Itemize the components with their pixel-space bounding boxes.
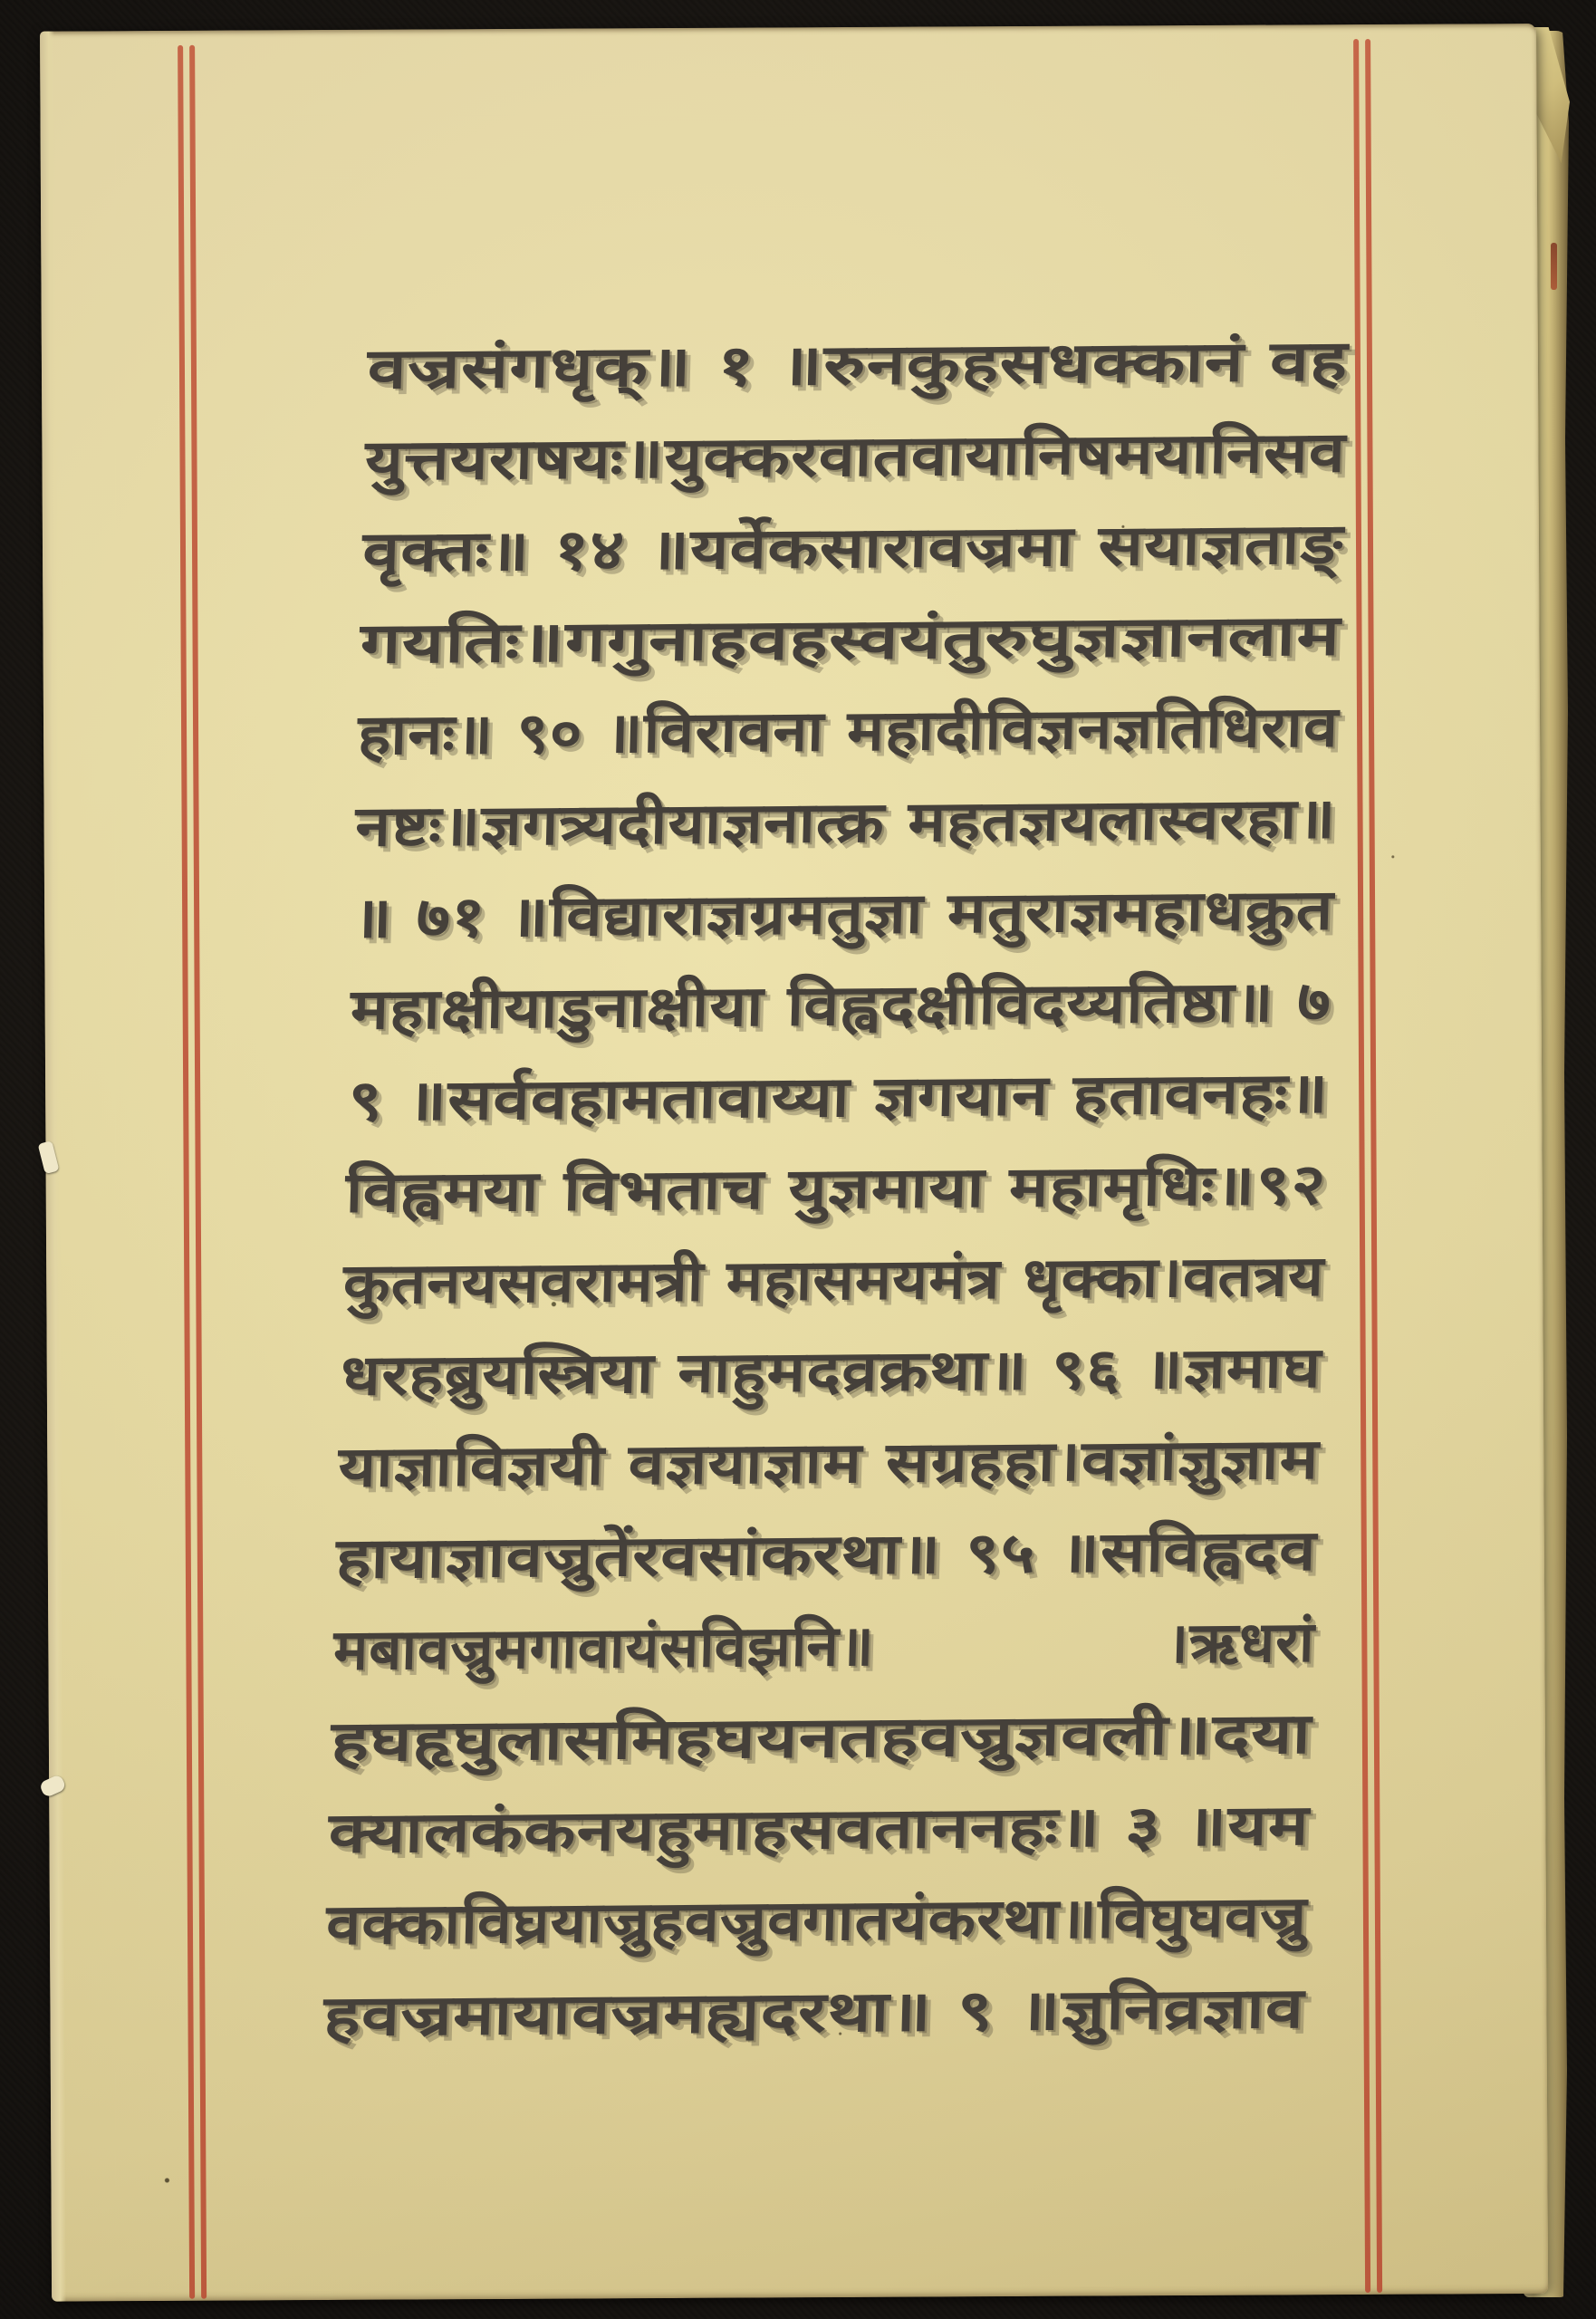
text-block [322,314,1352,2062]
text-line-1: वज्रसंगधृक्॥ १ ॥रुनकुहसधक्कानं वह [366,327,1350,402]
book-page [40,24,1548,2302]
text-line-3: वृक्तः॥ १४ ॥यर्वेकसारावज्रमा सयाज्ञताङ् [361,510,1345,585]
text-line-11: कुतनयसवरामत्री महासमयमंत्र धृक्का।वतत्रय [342,1242,1326,1317]
text-line-10: विह्वमया विभताच युज्ञमाया महामृधिः॥९२ [344,1150,1328,1226]
text-line-2: युत्तयराषयः॥युक्करवातवायानिषमयानिसव [364,419,1348,494]
text-line-18: वक्काविघ्रयाज्रुहवज्रुवगातयंकरथा॥विघुघवज्रु [325,1882,1309,1958]
text-line-14: हायाज्ञावज्रुतेंरवसांकरथा॥ ९५ ॥सविह्वदव [335,1516,1318,1592]
text-line-13: याज्ञाविज्ञयी वज्ञयाज्ञाम सग्रहहा।वज्ञांज्ञुज्ञाम [337,1425,1321,1500]
text-line-4: गयतिः॥गगुनाहवहस्वयंतुरुघुज्ञज्ञानलाम [359,601,1342,677]
text-line-9: ९ ॥सर्ववहामतावाय्या ज्ञगयान हतावनहः॥ [347,1059,1331,1134]
text-line-5: हानः॥ ९० ॥विरावना महादीविज्ञनज्ञतिधिराव [357,693,1341,768]
text-line-15: मबावज्रुमगावायंसविझनि॥ ।ऋधरां [332,1608,1316,1683]
text-line-17: क्यालकंकनयहुमाहसवताननहः॥ ३ ॥यम [328,1791,1311,1866]
text-line-12: धरहब्रुयस्त्रिया नाहुमदव्रक्रथा॥ ९६ ॥ज्ञमाघ [340,1333,1323,1409]
text-line-7: ॥ ७१ ॥विद्याराज्ञग्रमतुज्ञा मतुराज्ञमहाधक्रुत [351,876,1335,951]
margin-rule-left [178,45,207,2299]
text-line-6: नष्टः॥ज्ञगत्र्यदीयाज्ञनात्क्र महतज्ञयलास्वरहा॥ [354,784,1338,860]
margin-rule-right [1353,39,1383,2293]
text-line-19: हवज्रमायावज्रमह्यदरथा॥ ९ ॥ज्ञुनिव्रज्ञाव [322,1974,1306,2049]
text-line-16: हघहृघुलासमिहघयनतहवज्रुज्ञवली॥दया [330,1699,1313,1775]
text-line-8: महाक्षीयाडुनाक्षीया विह्वदक्षीविदय्यतिष्ठा॥ ७ [350,967,1333,1043]
edge-red-mark [1551,243,1557,290]
